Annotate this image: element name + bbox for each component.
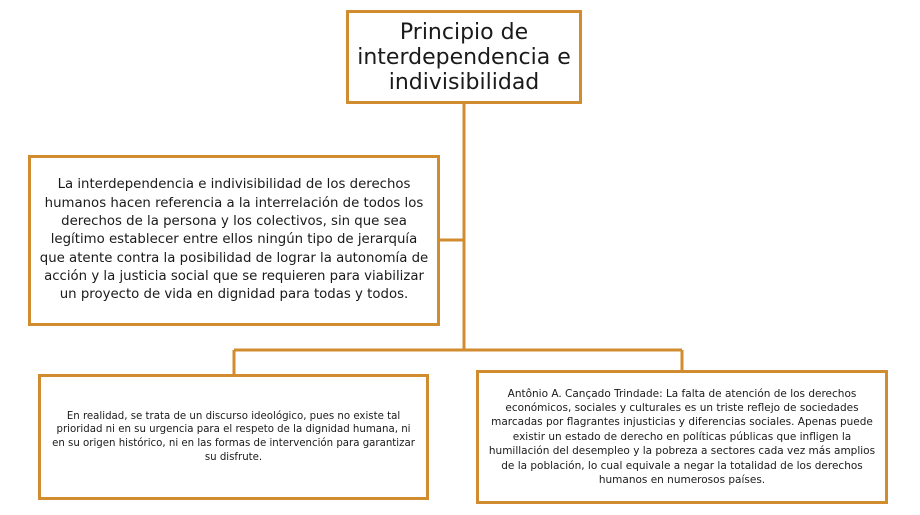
- ideological-discourse-text: En realidad, se trata de un discurso ideológico, pues no existe tal prioridad ni en su urgencia para el respeto de la dignidad humana, ni en su origen histórico, ni en las formas de intervención para garantizar su disfrute.: [52, 410, 415, 463]
- definition-box: [28, 155, 440, 326]
- trindade-quote-text: Antônio A. Cançado Trindade: La falta de atención de los derechos económicos, sociales y culturales es un triste reflejo de sociedades marcadas por flagrantes injusticias y diferencias sociales. Apenas puede existir un estado de derecho en políticas públicas que infligen la humillación del desempleo y la pobreza a sectores cada vez más amplios de la población, lo cual equivale a negar la totalidad de los derechos humanos en numerosos países.: [488, 387, 876, 487]
- title-box: [346, 10, 582, 104]
- trindade-quote-box: [476, 370, 888, 504]
- title-text: Principio de interdependencia e indivisibilidad: [357, 19, 571, 95]
- definition-text: La interdependencia e indivisibilidad de los derechos humanos hacen referencia a la interrelación de todos los derechos de la persona y los colectivos, sin que sea legítimo establecer entre ellos ningún tipo de jerarquía que atente contra la posibilidad de lograr la autonomía de acción y la justicia social que se requieren para viabilizar un proyecto de vida en dignidad para todas y todos.: [39, 177, 429, 303]
- ideological-discourse-box: [38, 374, 429, 500]
